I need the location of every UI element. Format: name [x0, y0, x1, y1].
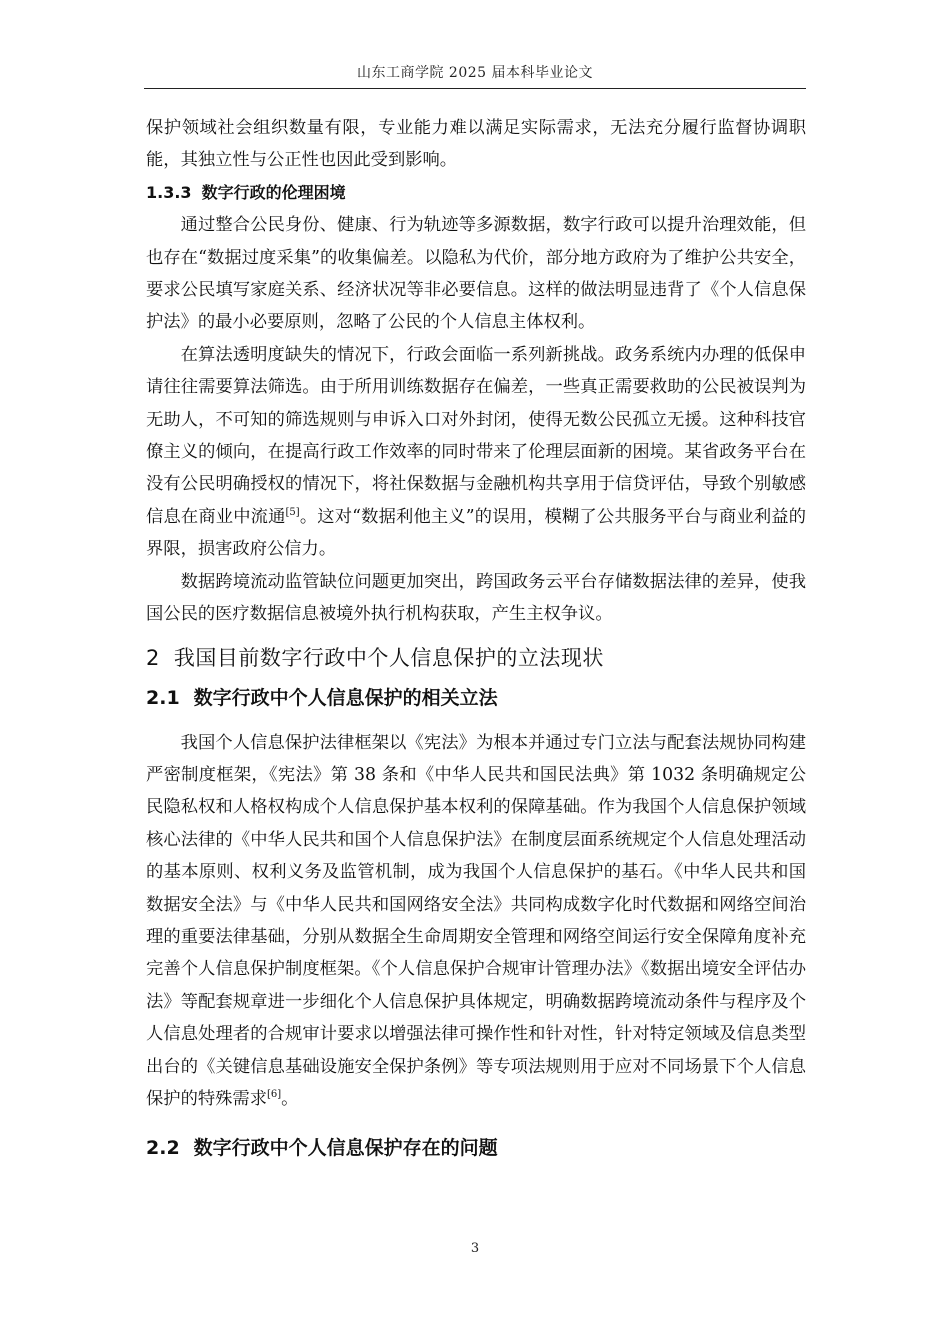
chapter-title: 我国目前数字行政中个人信息保护的立法现状	[173, 645, 604, 670]
section-title: 数字行政中个人信息保护的相关立法	[193, 686, 498, 709]
section-number: 2.2	[146, 1137, 180, 1160]
section-title: 数字行政中个人信息保护存在的问题	[193, 1137, 498, 1160]
paragraph-text: 。	[281, 1088, 299, 1109]
section-number: 1.3.3	[146, 182, 192, 202]
paragraph-text: 。这对“数据利他主义”的误用，模糊了公共服务平台与商业利益的界限，损害政府公信力。	[146, 506, 806, 560]
paragraph	[146, 339, 806, 566]
paragraph-text: 在算法透明度缺失的情况下，行政会面临一系列新挑战。政务系统内办理的低保申请往往需要算法筛选。由于所用训练数据存在偏差，一些真正需要救助的公民被误判为无助人，不可知的筛选规则与申诉入口对外封闭，使得无数公民孤立无援。这种科技官僚主义的倾向，在提高行政工作效率的同时带来了伦理层面新的困境。某省政务平台在没有公民明确授权的情况下，将社保数据与金融机构共享用于信贷评估，导致个别敏感信息在商业中流通	[146, 344, 806, 527]
citation-ref: [5]	[285, 506, 300, 518]
subsection-heading-1-3-3	[146, 177, 806, 209]
running-header: 山东工商学院 2025 届本科毕业论文	[356, 65, 594, 81]
page-body	[146, 112, 806, 1177]
chapter-number: 2	[146, 645, 160, 670]
page-number: 3	[470, 1241, 480, 1256]
citation-ref: [6]	[266, 1088, 282, 1100]
section-number: 2.1	[146, 686, 180, 709]
chapter-heading-2	[146, 641, 806, 675]
paragraph	[146, 727, 806, 1116]
section-heading-2-1	[146, 681, 806, 715]
section-title: 数字行政的伦理困境	[201, 182, 346, 202]
continuation-paragraph: 保护领域社会组织数量有限，专业能力难以满足实际需求，无法充分履行监督协调职能，其独立性与公正性也因此受到影响。	[146, 118, 806, 171]
paragraph: 数据跨境流动监管缺位问题更加突出，跨国政务云平台存储数据法律的差异，使我国公民的医疗数据信息被境外执行机构获取，产生主权争议。	[146, 571, 806, 625]
section-heading-2-2	[146, 1131, 806, 1165]
paragraph-text: 我国个人信息保护法律框架以《宪法》为根本并通过专门立法与配套法规协同构建严密制度框架，《宪法》第 38 条和《中华人民共和国民法典》第 1032 条明确规定公民隐私权和人格权构成个人信息保护基本权利的保障基础。作为我国个人信息保护领域核心法律的《中华人民共和国个人信息保护法》在制度层面系统规定个人信息处理活动的基本原则、权利义务及监管机制，成为我国个人信息保护的基石。《中华人民共和国数据安全法》与《中华人民共和国网络安全法》共同构成数字化时代数据和网络空间治理的重要法律基础，分别从数据全生命周期安全管理和网络空间运行安全保障角度补充完善个人信息保护制度框架。《个人信息保护合规审计管理办法》《数据出境安全评估办法》等配套规章进一步细化个人信息保护具体规定，明确数据跨境流动条件与程序及个人信息处理者的合规审计要求以增强法律可操作性和针对性，针对特定领域及信息类型出台的《关键信息基础设施安全保护条例》等专项法规则用于应对不同场景下个人信息保护的特殊需求	[146, 732, 806, 1109]
header-rule	[144, 88, 806, 89]
paragraph: 通过整合公民身份、健康、行为轨迹等多源数据，数字行政可以提升治理效能，但也存在“数据过度采集”的收集偏差。以隐私为代价，部分地方政府为了维护公共安全，要求公民填写家庭关系、经济状况等非必要信息。这样的做法明显违背了《个人信息保护法》的最小必要原则，忽略了公民的个人信息主体权利。	[146, 215, 806, 333]
